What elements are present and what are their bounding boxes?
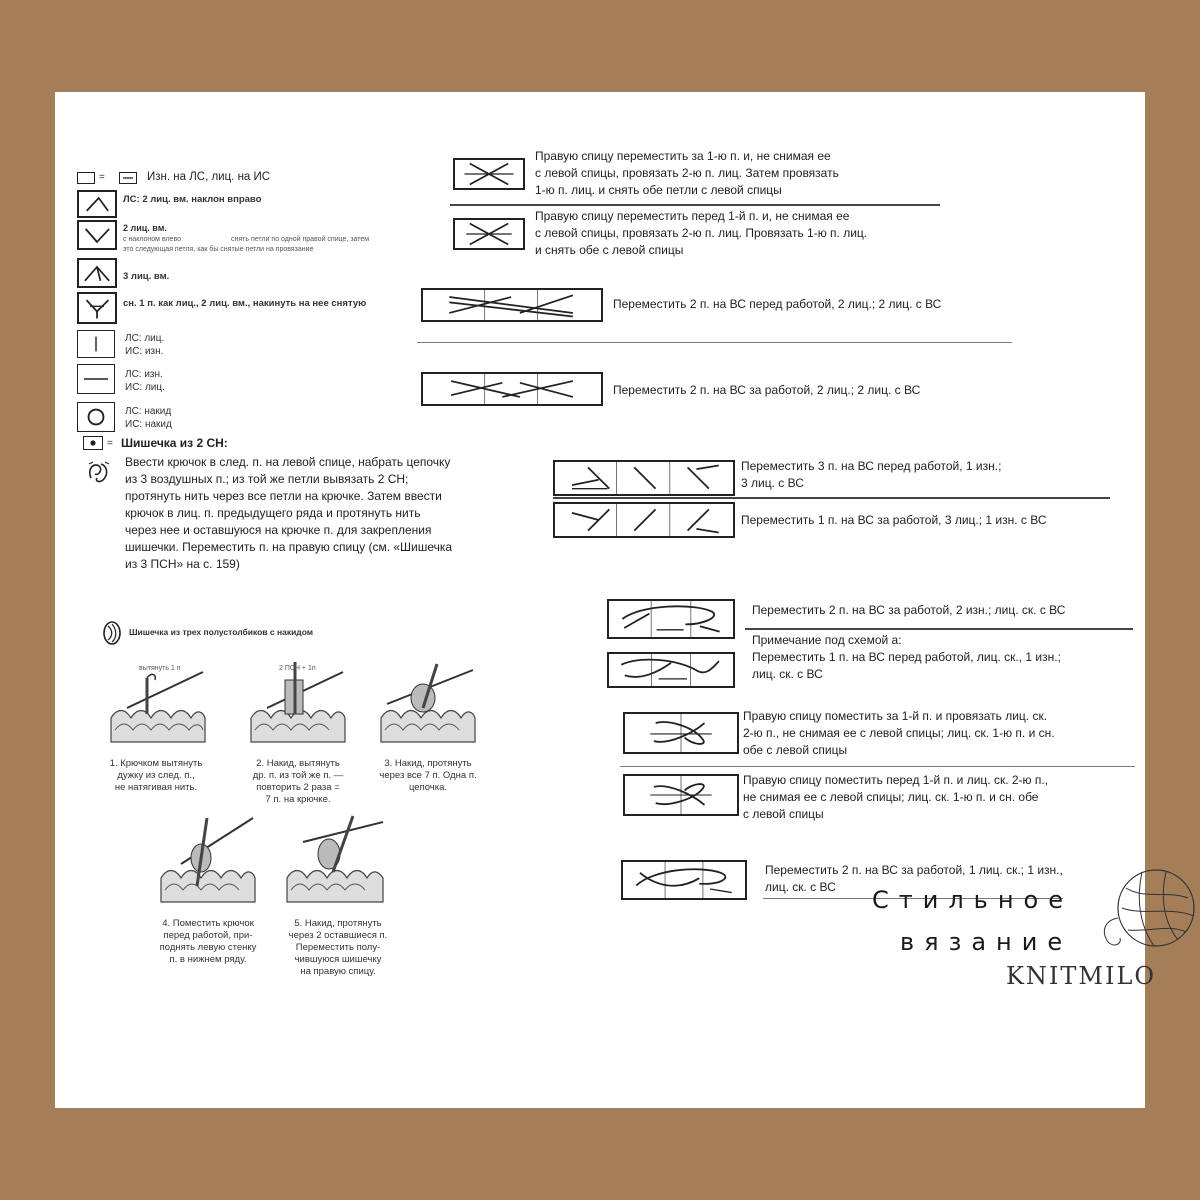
yarn-ball-icon bbox=[1096, 860, 1200, 960]
step-2-caption bbox=[233, 758, 363, 806]
brand-logo-text: KNITMILO bbox=[1006, 962, 1157, 990]
twisted-cable-2-2-icon bbox=[607, 599, 735, 639]
legend-text: 3 лиц. вм. bbox=[123, 271, 170, 282]
cable-desc: Переместить 1 п. на ВС за работой, 3 лиц.; 1 изн. с ВС bbox=[741, 513, 1047, 527]
caption-line: перед работой, при- bbox=[163, 930, 253, 941]
k2tog-left-icon bbox=[77, 220, 117, 250]
legend-text: снять петли по одной правой спице, затем bbox=[231, 236, 370, 243]
equals-sign: = bbox=[99, 172, 105, 183]
text-line: Правую спицу поместить за 1-й п. и провязать лиц. ск. bbox=[743, 709, 1048, 723]
annotation-label: 2 ПСН + 1п bbox=[279, 665, 316, 672]
step-1-caption bbox=[91, 758, 221, 794]
legend-text: сн. 1 п. как лиц., 2 лиц. вм., накинуть на нее снятую bbox=[123, 298, 367, 309]
text-line: через нее и оставшуюся на крючке п. для закрепления bbox=[125, 523, 432, 537]
caption-line: 5. Накид, протянуть bbox=[294, 918, 382, 929]
bobble-swirl-icon bbox=[85, 458, 113, 486]
caption-line: 2. Накид, вытянуть bbox=[256, 758, 340, 769]
legend-text: с наклоном влево bbox=[123, 236, 181, 243]
text-line: Примечание под схемой а: bbox=[752, 633, 902, 647]
cable-desc bbox=[741, 458, 1081, 492]
tutorial-panel bbox=[87, 600, 497, 994]
bobble-swirl-icon bbox=[101, 620, 123, 646]
tutorial-title: Шишечка из трех полустолбиков с накидом bbox=[129, 627, 314, 637]
text-line: Переместить 1 п. на ВС перед работой, лиц. ск., 1 изн.; bbox=[752, 650, 1061, 664]
twisted-cable-2-1-back-icon bbox=[621, 860, 747, 900]
step-5-caption bbox=[273, 918, 403, 978]
caption-line: 7 п. на крючке. bbox=[265, 794, 331, 805]
legend-text: ЛС: накид bbox=[125, 406, 172, 417]
cable-desc: Переместить 2 п. на ВС перед работой, 2 лиц.; 2 лиц. с ВС bbox=[613, 297, 942, 311]
text-line: с левой спицы, провязать 2-ю п. лиц. Провязать 1-ю п. лиц. bbox=[535, 226, 868, 240]
text-line: не снимая ее с левой спицы; лиц. ск. 1-ю п. и сн. обе bbox=[743, 790, 1039, 804]
k3tog-icon bbox=[77, 258, 117, 288]
text-line: 1-ю п. лиц. и снять обе петли с левой спицы bbox=[535, 183, 782, 197]
knit-stitch-icon bbox=[77, 330, 115, 358]
text-line: Правую спицу поместить перед 1-й п. и лиц. ск. 2-ю п., bbox=[743, 773, 1049, 787]
caption-line: др. п. из той же п. — bbox=[252, 770, 344, 781]
legend-text: ЛС: 2 лиц. вм. наклон вправо bbox=[123, 194, 262, 205]
purl-stitch-icon bbox=[77, 364, 115, 394]
cable-desc: Переместить 2 п. на ВС за работой, 2 лиц.; 2 лиц. с ВС bbox=[613, 383, 921, 397]
text-line: из 3 ПСН» на с. 159) bbox=[125, 557, 240, 571]
text-line: крючок в лиц. п. предыдущего ряда и протянуть нить bbox=[125, 506, 421, 520]
caption-line: Переместить полу- bbox=[295, 942, 381, 953]
cable-3-1-back-icon bbox=[553, 502, 735, 538]
divider bbox=[553, 497, 1110, 499]
text-line: с левой спицы, провязать 2-ю п. лиц. Затем провязать bbox=[535, 166, 839, 180]
cable-desc: Переместить 2 п. на ВС за работой, 2 изн.; лиц. ск. с ВС bbox=[752, 603, 1066, 617]
divider bbox=[450, 204, 940, 206]
caption-line: чившуюся шишечку bbox=[294, 954, 382, 965]
text-line: с левой спицы bbox=[743, 807, 824, 821]
text-line: Переместить 2 п. на ВС за работой, 1 лиц. ск.; 1 изн., bbox=[765, 863, 1063, 877]
step-3-caption bbox=[363, 758, 493, 794]
text-line: лиц. ск. с ВС bbox=[765, 880, 836, 894]
caption-line: п. в нижнем ряду. bbox=[169, 954, 247, 965]
legend-text: ИС: лиц. bbox=[125, 382, 165, 393]
cable-desc bbox=[535, 148, 955, 199]
cable-2-2-front-icon bbox=[421, 288, 603, 322]
brand-line-1: Стильное bbox=[872, 886, 1073, 914]
yarn-over-icon bbox=[77, 402, 115, 432]
legend-text: это следующая петля, как бы снятые петли на провязание bbox=[123, 246, 314, 253]
dash-square-icon bbox=[119, 172, 137, 184]
legend-text: ЛС: лиц. bbox=[125, 333, 165, 344]
step-4-caption bbox=[143, 918, 273, 966]
caption-line: 4. Поместить крючок bbox=[162, 918, 254, 929]
k2tog-right-icon bbox=[77, 190, 117, 218]
text-line: Правую спицу переместить перед 1-й п. и, не снимая ее bbox=[535, 209, 850, 223]
caption-line: через 2 оставшиеся п. bbox=[288, 930, 388, 941]
cable-desc bbox=[752, 632, 1132, 683]
cross-1-over-1-right-icon bbox=[453, 158, 525, 190]
divider bbox=[745, 628, 1133, 630]
text-line: и снять обе с левой спицы bbox=[535, 243, 684, 257]
cable-desc bbox=[743, 708, 1138, 759]
empty-square-icon bbox=[77, 172, 95, 184]
caption-line: цепочка. bbox=[408, 782, 448, 793]
legend-text: 2 лиц. вм. bbox=[123, 223, 167, 233]
text-line: шишечки. Переместить п. на правую спицу (см. «Шишечка bbox=[125, 540, 453, 554]
legend-text: ЛС: изн. bbox=[125, 369, 163, 380]
caption-line: 1. Крючком вытянуть bbox=[109, 758, 203, 769]
legend-text: ИС: накид bbox=[125, 419, 172, 430]
cable-desc bbox=[535, 208, 965, 259]
cable-3-1-front-icon bbox=[553, 460, 735, 496]
text-line: Правую спицу переместить за 1-ю п. и, не снимая ее bbox=[535, 149, 831, 163]
text-line: Переместить 3 п. на ВС перед работой, 1 изн.; bbox=[741, 459, 1002, 473]
twisted-cross-left-icon bbox=[623, 774, 739, 816]
twisted-cross-right-icon bbox=[623, 712, 739, 754]
text-line: Ввести крючок в след. п. на левой спице, набрать цепочку bbox=[125, 455, 451, 469]
bobble-dot-icon bbox=[83, 436, 103, 450]
text-line: 3 лиц. с ВС bbox=[741, 476, 804, 490]
cable-2-2-back-icon bbox=[421, 372, 603, 406]
cable-desc bbox=[743, 772, 1138, 823]
caption-line: через все 7 п. Одна п. bbox=[379, 770, 477, 781]
bobble-instructions bbox=[125, 454, 545, 573]
brand-line-2: вязание bbox=[900, 928, 1073, 956]
text-line: 2-ю п., не снимая ее с левой спицы; лиц. ск. 1-ю п. и сн. bbox=[743, 726, 1055, 740]
divider bbox=[620, 766, 1135, 767]
step-3-illustration bbox=[377, 658, 477, 748]
annotation-label: вытянуть 1 п bbox=[139, 665, 181, 672]
text-line: лиц. ск. с ВС bbox=[752, 667, 823, 681]
text-line: из 3 воздушных п.; из той же петли вывязать 2 СН; bbox=[125, 472, 409, 486]
step-5-illustration bbox=[283, 812, 387, 908]
caption-line: не натягивая нить. bbox=[114, 782, 198, 793]
divider bbox=[417, 342, 1012, 343]
caption-line: дужку из след. п., bbox=[117, 770, 195, 781]
caption-line: на правую спицу. bbox=[300, 966, 376, 977]
bobble-title: Шишечка из 2 СН: bbox=[121, 436, 228, 450]
equals-sign: = bbox=[107, 438, 113, 449]
step-4-illustration bbox=[157, 812, 257, 908]
cross-1-over-1-left-icon bbox=[453, 218, 525, 250]
caption-line: повторить 2 раза = bbox=[256, 782, 340, 793]
sk2p-icon bbox=[77, 292, 117, 324]
text-line: протянуть нить через все петли на крючке. Затем ввести bbox=[125, 489, 442, 503]
legend-item-purl bbox=[77, 168, 327, 188]
legend-text: Изн. на ЛС, лиц. на ИС bbox=[147, 171, 271, 183]
twisted-cable-1-1-icon bbox=[607, 652, 735, 688]
caption-line: поднять левую стенку bbox=[159, 942, 257, 953]
caption-line: 3. Накид, протянуть bbox=[384, 758, 472, 769]
legend-text: ИС: изн. bbox=[125, 346, 164, 357]
text-line: обе с левой спицы bbox=[743, 743, 848, 757]
